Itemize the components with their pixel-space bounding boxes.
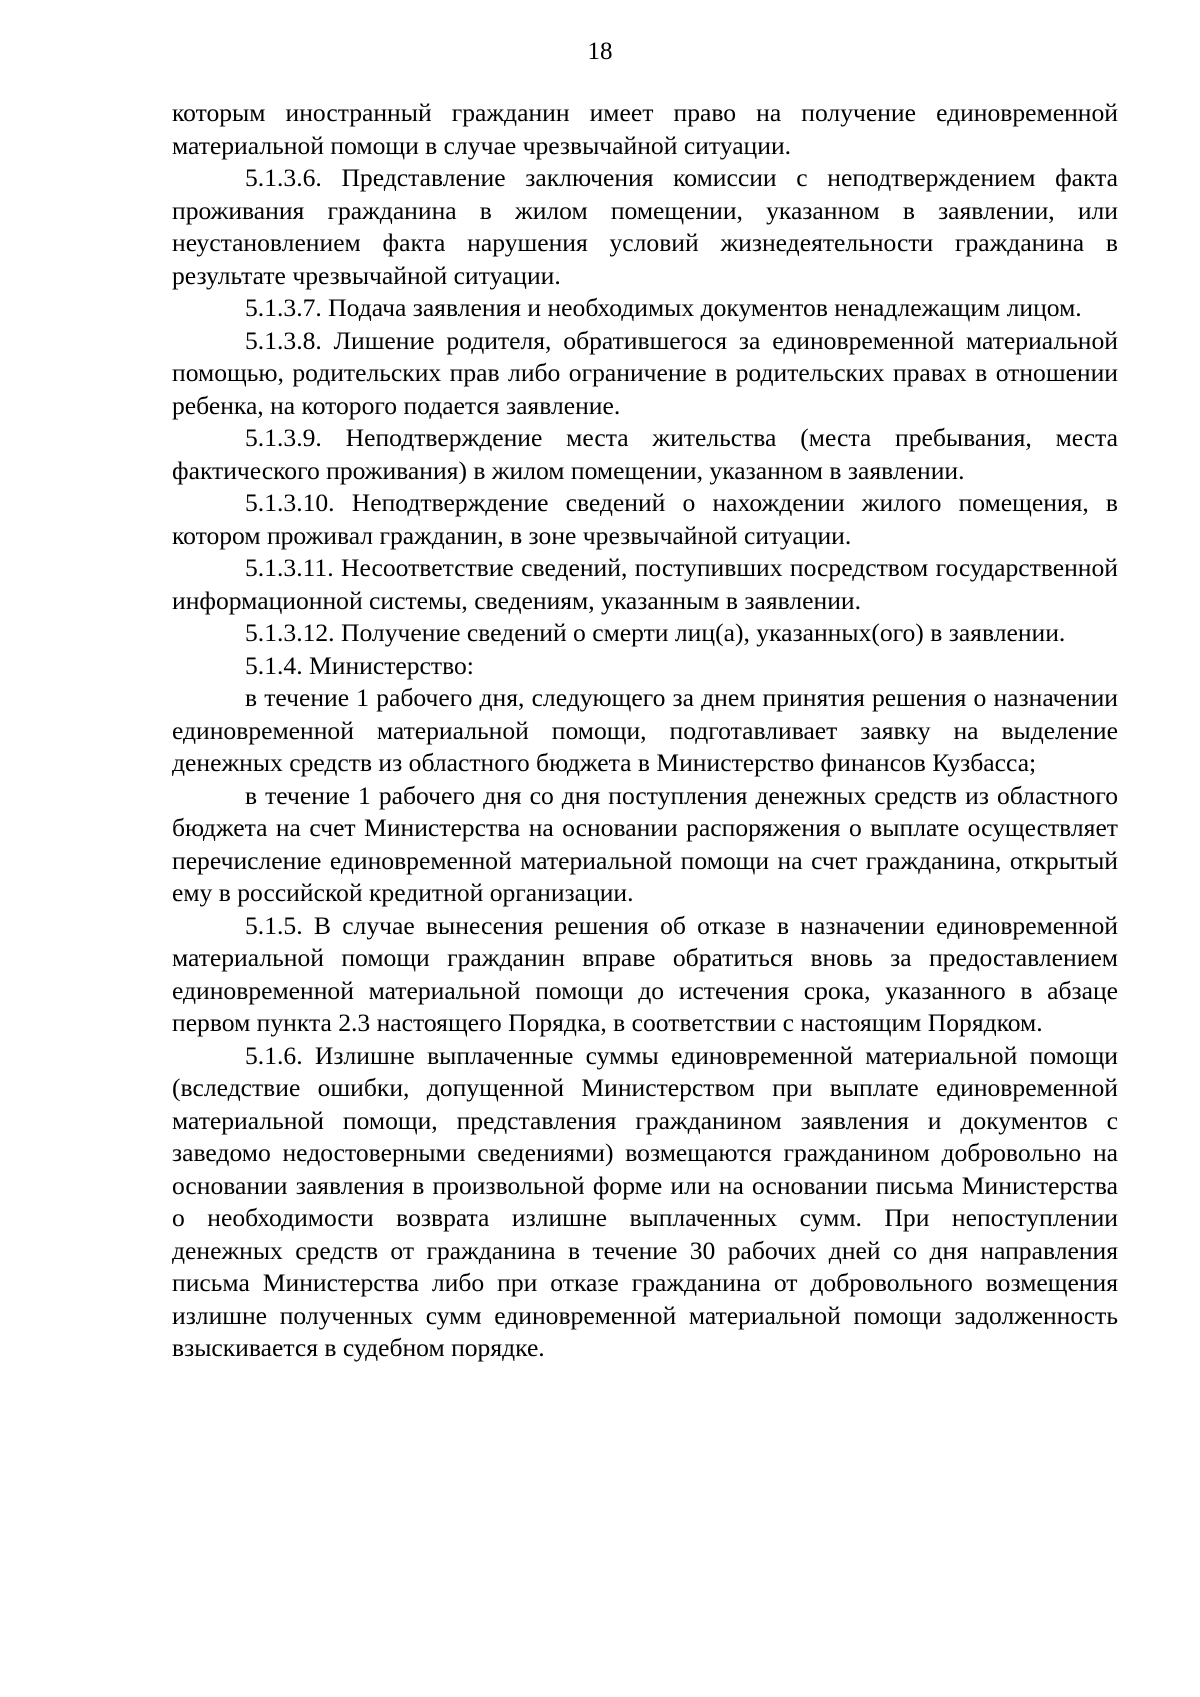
paragraph-5-1-6: 5.1.6. Излишне выплаченные суммы единовременной материальной помощи (вследствие ошибки, допущенной Министерством при выплате единовременной материальной помощи, представления гражданином заявления и документов с заведомо недостоверными сведениями) возмещаются гражданином добровольно на основании заявления в произвольной форме или на основании письма Министерства о необходимости возврата излишне выплаченных сумм. При непоступлении денежных средств от гражданина в течение 30 рабочих дней со дня направления письма Министерства либо при отказе гражданина от добровольного возмещения излишне полученных сумм единовременной материальной помощи задолженность взыскивается в судебном порядке. xyxy=(172,1040,1118,1362)
paragraph-5-1-3-7: 5.1.3.7. Подача заявления и необходимых документов ненадлежащим лицом. xyxy=(245,293,1082,322)
paragraph-5-1-3-6: 5.1.3.6. Представление заключения комиссии с неподтверждением факта проживания гражданина в жилом помещении, указанном в заявлении, или неустановлением факта нарушения условий жизнедеятельности гражданина в результате чрезвычайной ситуации. xyxy=(172,163,1118,290)
paragraph-5-1-3-12: 5.1.3.12. Получение сведений о смерти лиц(а), указанных(ого) в заявлении. xyxy=(245,618,1066,647)
paragraph-5-1-3-10: 5.1.3.10. Неподтверждение сведений о нахождении жилого помещения, в котором проживал гражданин, в зоне чрезвычайной ситуации. xyxy=(172,488,1118,550)
page-number: 18 xyxy=(587,38,613,65)
paragraph-5-1-4: 5.1.4. Министерство: xyxy=(245,650,474,680)
paragraph-5-1-3-9: 5.1.3.9. Неподтверждение места жительства (места пребывания, места фактического проживания) в жилом помещении, указанном в заявлении. xyxy=(172,423,1118,485)
paragraph-5-1-5: 5.1.5. В случае вынесения решения об отказе в назначении единовременной материальной помощи гражданин вправе обратиться вновь за предоставлением единовременной материальной помощи до истечения срока, указанного в абзаце первом пункта 2.3 настоящего Порядка, в соответствии с настоящим Порядком. xyxy=(172,910,1118,1037)
paragraph-5-1-4-item-2: в течение 1 рабочего дня со дня поступления денежных средств из областного бюджета на счет Министерства на основании распоряжения о выплате осуществляет перечисление единовременной материальной помощи на счет гражданина, открытый ему в российской кредитной организации. xyxy=(172,780,1118,907)
paragraph-5-1-4-item-1: в течение 1 рабочего дня, следующего за днем принятия решения о назначении единовременной материальной помощи, подготавливает заявку на выделение денежных средств из областного бюджета в Министерство финансов Кузбасса; xyxy=(172,683,1118,777)
document-body xyxy=(172,97,1118,1365)
paragraph-5-1-3-11: 5.1.3.11. Несоответствие сведений, поступивших посредством государственной информационной системы, сведениям, указанным в заявлении. xyxy=(172,553,1118,615)
paragraph-continuation: которым иностранный гражданин имеет право на получение единовременной материальной помощи в случае чрезвычайной ситуации. xyxy=(172,98,1118,160)
paragraph-5-1-3-8: 5.1.3.8. Лишение родителя, обратившегося за единовременной материальной помощью, родительских прав либо ограничение в родительских правах в отношении ребенка, на которого подается заявление. xyxy=(172,325,1118,420)
